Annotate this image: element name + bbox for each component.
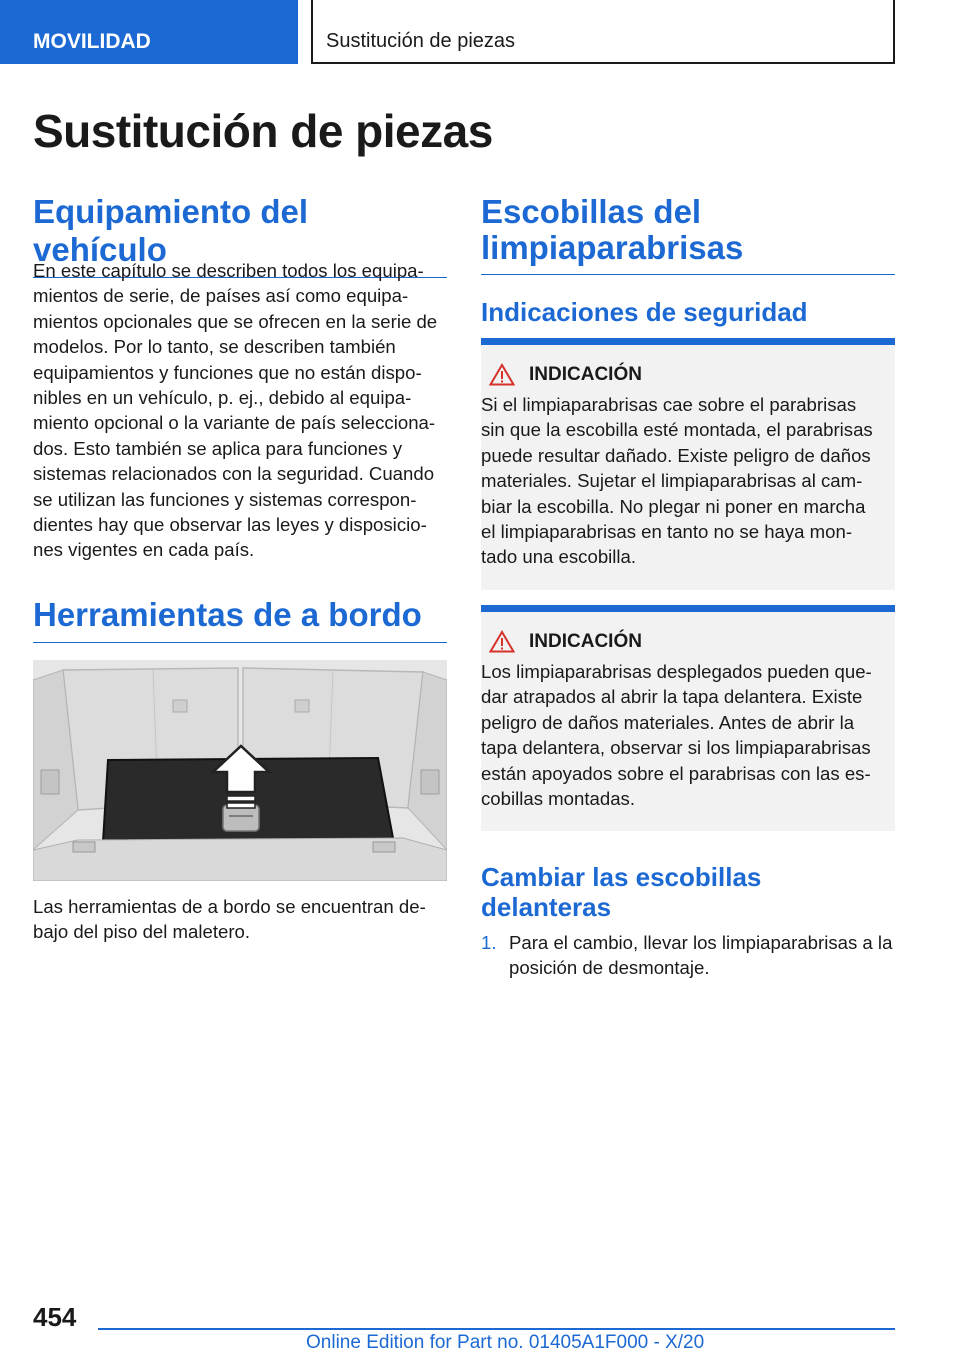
page-number: 454: [33, 1302, 77, 1332]
step-item: [481, 930, 895, 981]
tools-caption: Las herramientas de a bordo se encuentran de- bajo del piso del maletero.: [33, 896, 426, 943]
header-section-tab: MOVILIDAD: [0, 0, 298, 64]
step-text: Para el cambio, llevar los limpiaparabrisas a la posición de desmontaje.: [509, 932, 893, 979]
step-number: 1.: [481, 932, 497, 953]
warning-triangle-icon: [489, 363, 515, 386]
note-label: INDICACIÓN: [529, 363, 642, 385]
safety-heading: Indicaciones de seguridad: [481, 297, 808, 327]
trunk-illustration-svg: [33, 660, 447, 881]
note-box-2: [481, 605, 895, 831]
note-header: [481, 630, 885, 653]
note-box-1: [481, 338, 895, 590]
note-text: Si el limpiaparabrisas cae sobre el parabrisas sin que la escobilla esté montada, el parabrisas puede resultar dañado. Existe peligro de daños materiales. Sujetar el limpiaparabrisas al cam- biar la escobilla. No plegar ni poner en marcha el limpiaparabrisas en tanto no se haya mon- tado una escobilla.: [481, 394, 873, 568]
equipment-text: En este capítulo se describen todos los equipa- mientos de serie, de países así como equipa- mientos opcionales que se ofrecen en la serie de modelos. Por lo tanto, se describen también equipamientos y funciones que no están dispo- nibles en un vehículo, p. ej., debido al equipa- miento opcional o la variante de país selecciona- dos. Esto también se aplica para funciones y sistemas relacionados con la seguridad. Cuando se utilizan las funciones y sistemas correspon- dientes hay que observar las leyes y disposicio- nes vigentes en cada país.: [33, 260, 438, 561]
equipment-heading: Equipamiento del vehículo: [33, 193, 447, 278]
note-header: [481, 363, 885, 386]
footer-edition-text: Online Edition for Part no. 01405A1F000 - X/20: [306, 1332, 705, 1353]
page-title: Sustitución de piezas: [33, 105, 493, 157]
wiper-heading: Escobillas del limpiaparabrisas: [481, 194, 895, 275]
header-chapter-title: Sustitución de piezas: [311, 0, 895, 64]
trunk-floor-illustration: [33, 660, 447, 881]
note-label: INDICACIÓN: [529, 630, 642, 652]
note-text: Los limpiaparabrisas desplegados pueden que- dar atrapados al abrir la tapa delantera. Existe peligro de daños materiales. Antes de abrir la tapa delantera, observar si los limpiaparabrisas están apoyados sobre el parabrisas con las es- cobillas montadas.: [481, 661, 872, 810]
tools-heading: Herramientas de a bordo: [33, 596, 447, 643]
change-wipers-heading: Cambiar las escobillas delanteras: [481, 862, 762, 922]
warning-triangle-icon: [489, 630, 515, 653]
footer-divider: [98, 1328, 895, 1330]
